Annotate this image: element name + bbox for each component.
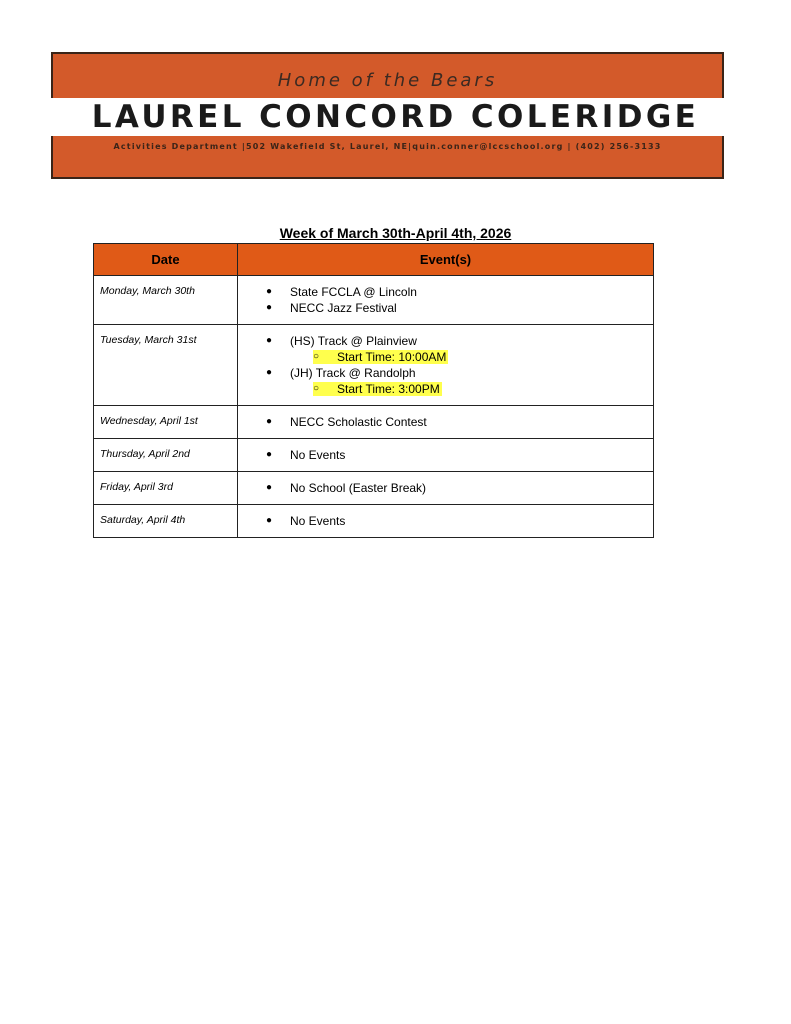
circle-bullet-icon: ○ [313, 351, 320, 362]
table-row [94, 505, 654, 538]
school-tagline: Home of the Bears [277, 70, 498, 91]
event-item: ● (JH) Track @ Randolph [266, 366, 416, 380]
event-item: ● No School (Easter Break) [266, 481, 427, 495]
row-date: Monday, March 30th [94, 276, 238, 325]
circle-bullet-icon: ○ [313, 383, 320, 394]
event-subitem [238, 381, 653, 397]
event-item: ● NECC Jazz Festival [266, 301, 397, 315]
table-row [94, 325, 654, 406]
row-date: Friday, April 3rd [94, 472, 238, 505]
column-header-events: Event(s) [238, 244, 654, 276]
row-date: Tuesday, March 31st [94, 325, 238, 406]
bullet-icon: ● [266, 367, 273, 378]
row-events [238, 406, 654, 439]
row-events [238, 472, 654, 505]
schedule-table [93, 243, 654, 538]
table-row [94, 439, 654, 472]
table-row [94, 276, 654, 325]
row-date: Saturday, April 4th [94, 505, 238, 538]
row-date: Thursday, April 2nd [94, 439, 238, 472]
event-item: ● No Events [266, 448, 346, 462]
week-title: Week of March 30th-April 4th, 2026 [279, 225, 512, 241]
row-events [238, 505, 654, 538]
event-item: ● State FCCLA @ Lincoln [266, 285, 417, 299]
event-item: ● NECC Scholastic Contest [266, 415, 427, 429]
start-time-highlight: Start Time: 10:00AM [313, 350, 448, 364]
row-events [238, 439, 654, 472]
column-header-date: Date [94, 244, 238, 276]
start-time-highlight: Start Time: 3:00PM [313, 382, 442, 396]
table-row [94, 406, 654, 439]
bullet-icon: ● [266, 335, 273, 346]
table-row [94, 472, 654, 505]
row-date: Wednesday, April 1st [94, 406, 238, 439]
row-events [238, 276, 654, 325]
bullet-icon: ● [266, 302, 273, 313]
bullet-icon: ● [266, 416, 273, 427]
event-item: ● (HS) Track @ Plainview [266, 334, 417, 348]
bullet-icon: ● [266, 482, 273, 493]
bullet-icon: ● [266, 449, 273, 460]
contact-line: Activities Department |502 Wakefield St, Laurel, NE|quin.conner@lccschool.org | (402) 256-3133 [113, 142, 662, 151]
event-subitem [238, 349, 653, 365]
school-name: LAUREL CONCORD COLERIDGE [91, 99, 700, 135]
bullet-icon: ● [266, 515, 273, 526]
bullet-icon: ● [266, 286, 273, 297]
event-item: ● No Events [266, 514, 346, 528]
table-header-row [94, 244, 654, 276]
row-events [238, 325, 654, 406]
